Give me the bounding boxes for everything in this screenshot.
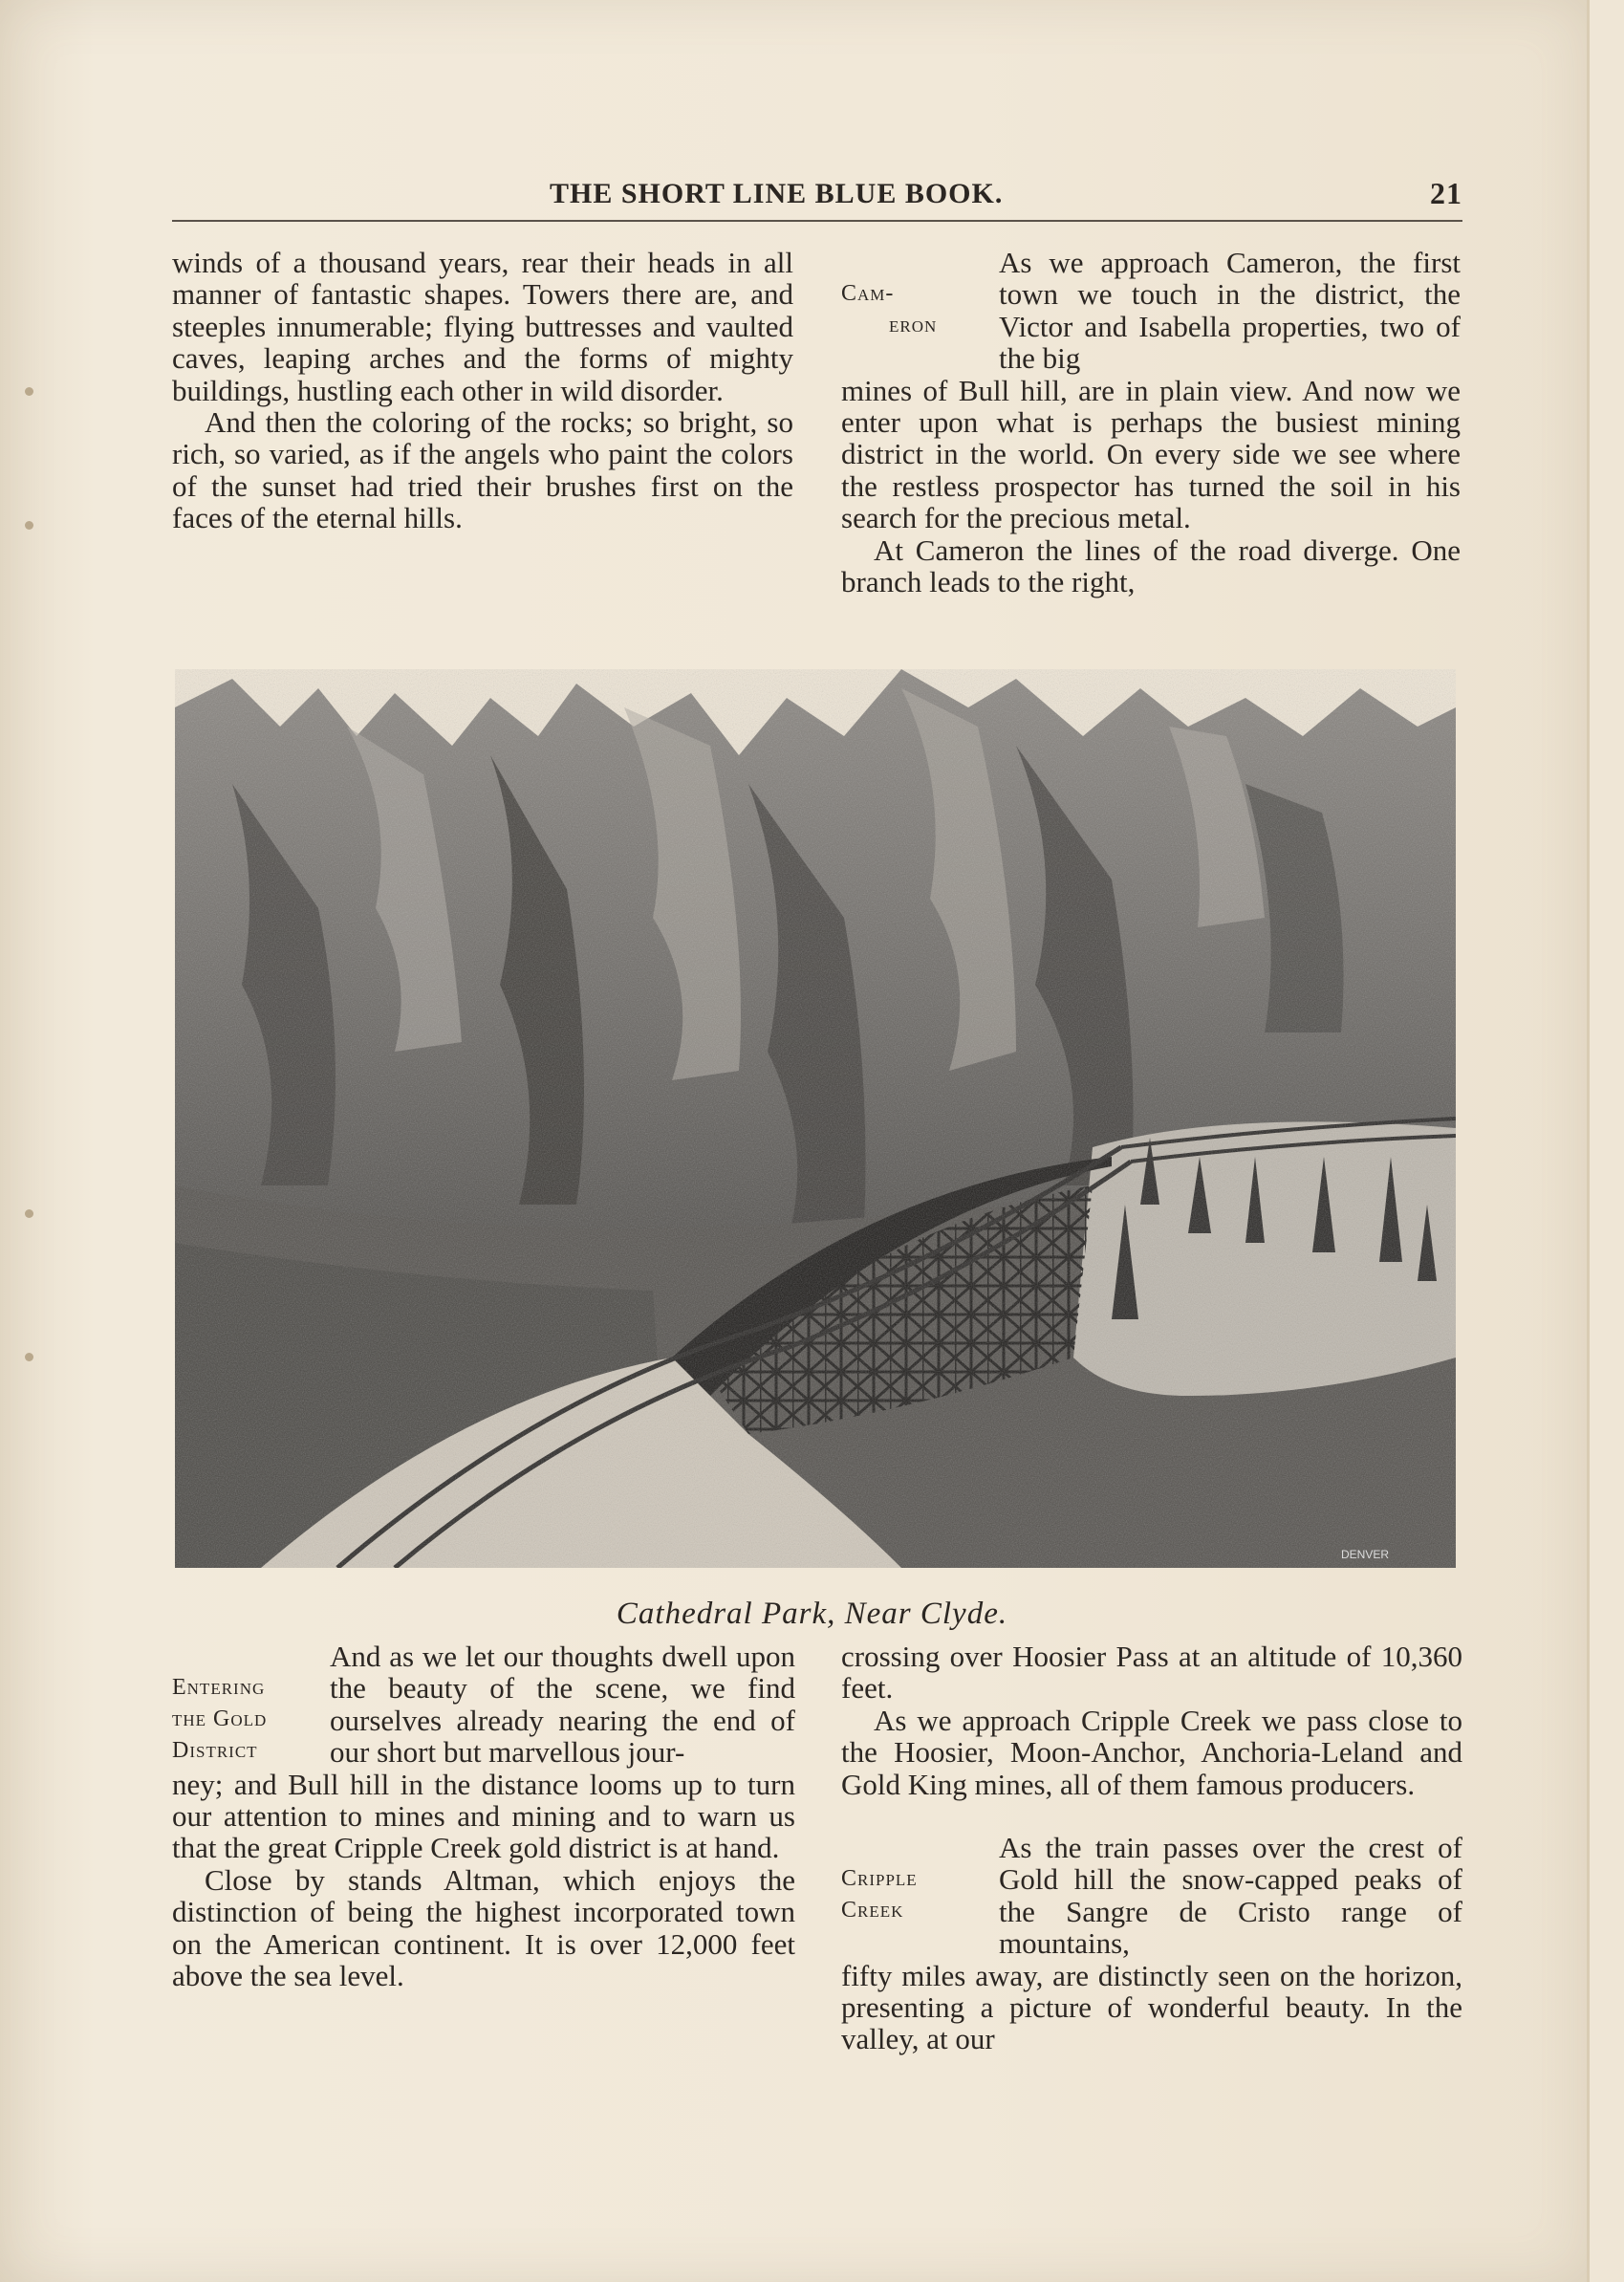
left-column-bottom: [172, 1641, 795, 1991]
side-note-cameron-1: Cam-: [841, 281, 895, 306]
side-note-entering-1: Entering: [172, 1675, 266, 1700]
left-column-top: [172, 247, 793, 534]
paragraph: At Cameron the lines of the road diverge. One branch leads to the right,: [841, 532, 1461, 599]
halftone-photograph: [175, 669, 1456, 1568]
paragraph: Close by stands Altman, which enjoys the distinction of being the highest incorporated town on the American continent. It is over 12,000 feet above the sea level.: [172, 1862, 795, 1993]
binding-hole: [25, 521, 33, 530]
right-column-bottom: [841, 1641, 1462, 2055]
sidenote-block: [172, 1641, 795, 1769]
running-title: THE SHORT LINE BLUE BOOK.: [550, 178, 1004, 209]
side-note-cameron-2: eron: [889, 313, 938, 337]
paragraph: fifty miles away, are distinctly seen on the horizon, presenting a picture of wonderful beauty. In the valley, at our: [841, 1958, 1462, 2056]
right-column-top: [841, 247, 1461, 598]
paragraph: mines of Bull hill, are in plain view. And now we enter upon what is perhaps the busiest mining district in the world. On every side we see where the restless prospector has turned the soil in his search for the precious metal.: [841, 373, 1461, 535]
paragraph-hanging: As we approach Cameron, the first town we touch in the district, the Victor and Isabella properties, two of the big: [999, 246, 1461, 376]
side-note-cripple-1: Cripple: [841, 1866, 918, 1892]
binding-hole: [25, 1209, 33, 1218]
engraver-credit: DENVER: [1341, 1548, 1390, 1561]
paragraph-hanging: As the train passes over the crest of Gold hill the snow-capped peaks of the Sangre de Cristo range of mountains,: [999, 1831, 1462, 1961]
paragraph: winds of a thousand years, rear their heads in all manner of fantastic shapes. Towers there are, and steeples innumerable; flying buttresses and vaulted caves, leaping arches and the forms of mighty buildings, hustling each other in wild disorder.: [172, 246, 793, 407]
side-note-cripple-2: Creek: [841, 1898, 904, 1923]
sidenote-block: [841, 247, 1461, 375]
paragraph-hanging: And as we let our thoughts dwell upon the beauty of the scene, we find ourselves already nearing the end of our short but marvellous jour-: [330, 1640, 795, 1770]
sidenote-block: [841, 1832, 1462, 1960]
photo-caption: Cathedral Park, Near Clyde.: [616, 1597, 1008, 1631]
binding-hole: [25, 1353, 33, 1361]
page-number: 21: [1430, 176, 1462, 210]
side-note-entering-2: the Gold: [172, 1706, 268, 1731]
paragraph: ney; and Bull hill in the distance looms up to turn our attention to mines and mining and to warn us that the great Cripple Creek gold district is at hand.: [172, 1767, 795, 1865]
paragraph: As we approach Cripple Creek we pass close to the Hoosier, Moon-Anchor, Anchoria-Leland and Gold King mines, all of them famous producers.: [841, 1703, 1462, 1801]
paragraph: crossing over Hoosier Pass at an altitude of 10,360 feet.: [841, 1640, 1462, 1706]
paragraph: And then the coloring of the rocks; so bright, so rich, so varied, as if the angels who paint the colors of the sunset had tried their brushes first on the faces of the eternal hills.: [172, 405, 793, 535]
side-note-entering-3: District: [172, 1738, 258, 1763]
cathedral-park-illustration: [175, 669, 1456, 1568]
running-header: [172, 172, 1462, 222]
binding-hole: [25, 387, 33, 396]
